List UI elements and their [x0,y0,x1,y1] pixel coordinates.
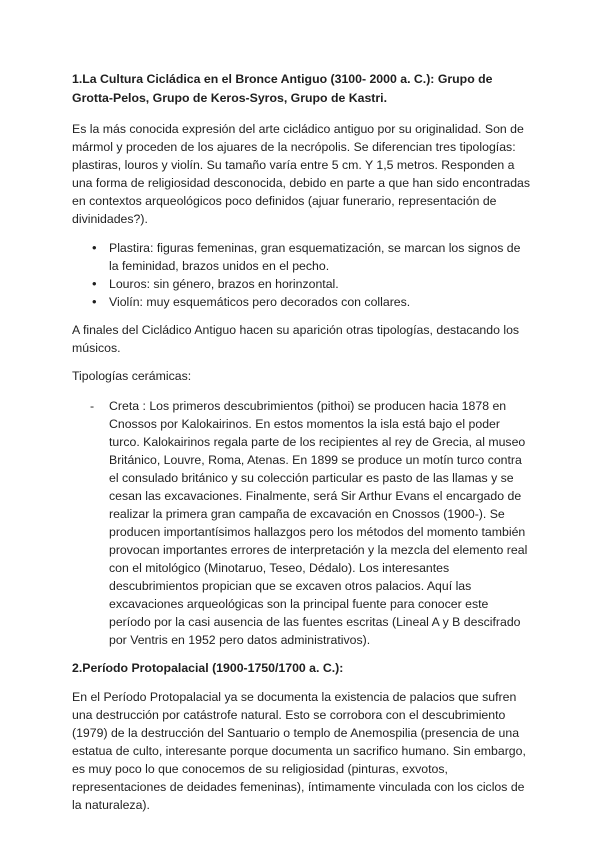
section-2-paragraph: En el Período Protopalacial ya se documenta la existencia de palacios que sufren una destrucción por catástrofe natural. Esto se corrobora con el descubrimiento (1979) de la destrucción del Santuario o templo de Anemospilia (presencia de una estatua de culto, interesante porque documenta un sacrifico humano. Sin embargo, es muy poco lo que conocemos de su religiosidad (pinturas, exvotos, representaciones de deidades femeninas), íntimamente vinculada con los ciclos de la naturaleza). [72,690,526,812]
section-1-paragraph-2: A finales del Cicládico Antiguo hacen su aparición otras tipologías, destacando los músicos. [72,323,520,355]
section-1-heading: 1.La Cultura Cicládica en el Bronce Antiguo (3100- 2000 a. C.): Grupo de Grotta-Pelos, Grupo de Keros-Syros, Grupo de Kastri. [72,72,493,105]
list-item: • Plastira: figuras femeninas, gran esquematización, se marcan los signos de la feminidad, brazos unidos en el pecho. [109,239,532,275]
typology-list [72,239,532,311]
ceramics-label: Tipologías cerámicas: [72,369,192,383]
ceramics-list [72,397,532,649]
section-2-heading: 2.Período Protopalacial (1900-1750/1700 a. C.): [72,661,344,675]
section-1-intro: Es la más conocida expresión del arte cicládico antiguo por su originalidad. Son de mármol y proceden de los ajuares de la necrópolis. Se diferencian tres tipologías: plastiras, louros y violín. Su tamaño varía entre 5 cm. Y 1,5 metros. Responden a una forma de religiosidad desconocida, debido en parte a que han sido encontradas en contextos arqueológicos poco definidos (ajuar funerario, representación de divinidades?). [72,122,531,226]
list-item: • Violín: muy esquemáticos pero decorados con collares. [109,293,532,311]
list-item-creta: - Creta : Los primeros descubrimientos (pithoi) se producen hacia 1878 en Cnossos por Kalokairinos. En estos momentos la isla está bajo el poder turco. Kalokairinos regala parte de los recipientes al rey de Grecia, al museo Británico, Louvre, Roma, Atenas. En 1899 se produce un motín turco contra el consulado británico y su colección particular es pasto de las llamas y se cesan las excavaciones. Finalmente, será Sir Arthur Evans el encargado de realizar la primera gran campaña de excavación en Cnossos (1900-). Se producen importantísimos hallazgos pero los métodos del momento también provocan importantes errores de interpretación y la mezcla del elemento real con el mitológico (Minotaruo, Teseo, Dédalo). Los interesantes descubrimientos propician que se excaven otros palacios. Aquí las excavaciones arqueológicas son la principal fuente para conocer este período por la casi ausencia de las fuentes escritas (Lineal A y B descifrado por Ventris en 1952 pero datos administrativos). [109,397,532,649]
list-item: • Louros: sin género, brazos en horinzontal. [109,275,532,293]
document-page [72,70,532,814]
